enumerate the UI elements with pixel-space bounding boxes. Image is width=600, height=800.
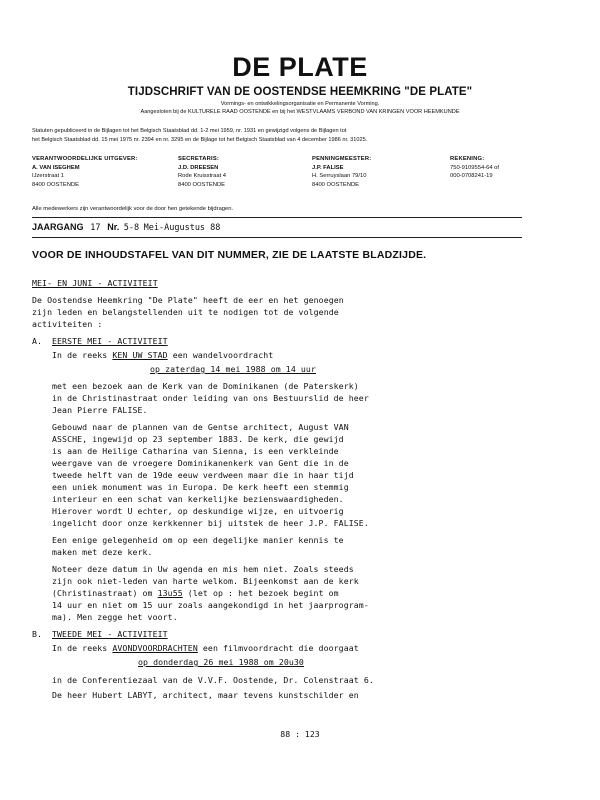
contact-heading: VERANTWOORDELIJKE UITGEVER: [32, 156, 138, 162]
contact-name: A. VAN ISEGHEM [32, 164, 80, 171]
activity-a-letter: A. [32, 336, 43, 346]
contact-penningmeester [312, 155, 371, 189]
activity-b-date: op donderdag 26 mei 1988 om 20u30 [138, 657, 304, 667]
tagline-affiliation: Aangesloten bij de KULTURELE RAAD OOSTENDE en bij het WESTVLAAMS VERBOND VAN KRINGEN VOOR HEEMKUNDE [140, 109, 460, 115]
nr-value: 5-8 [123, 223, 140, 233]
activity-a-series: In de reeks KEN UW STAD een wandelvoordracht [52, 350, 274, 360]
contact-city: 8400 OOSTENDE [178, 181, 226, 188]
statute-line-1: Statuten gepubliceerd in de Bijlagen tot het Belgisch Staatsblad dd. 1-2 mei 1959, nr. 1931 en gewijzigd volgens de Bijlagen tot [32, 128, 347, 134]
account-number-2: 000-0708241-19 [450, 173, 493, 179]
contact-heading: REKENING: [450, 156, 485, 162]
body-line: tweede helft van de 19de eeuw verdween maar die in haar tijd [52, 470, 354, 480]
table-of-contents-notice: VOOR DE INHOUDSTAFEL VAN DIT NUMMER, ZIE DE LAATSTE BLADZIJDE. [32, 249, 427, 261]
body-line: in de Conferentiezaal van de V.V.F. Oostende, Dr. Colenstraat 6. [52, 675, 374, 685]
page-number: 88 : 123 [280, 729, 320, 739]
body-line: met een bezoek aan de Kerk van de Dominikanen (de Paterskerk) [52, 381, 359, 391]
contact-rekening [450, 155, 499, 181]
contact-heading: PENNINGMEESTER: [312, 156, 372, 162]
body-line: weergave van de vroegere Dominikanenkerk van Gent die in de [52, 458, 349, 468]
body-line: maken met deze kerk. [52, 547, 153, 557]
body-line: ma). Men zegge het voort. [52, 612, 178, 622]
activity-b-letter: B. [32, 629, 43, 639]
body-line: Jean Pierre FALISE. [52, 405, 148, 415]
body-line: Gebouwd naar de plannen van de Gentse architect, August VAN [52, 422, 349, 432]
body-line: De heer Hubert LABYT, architect, maar tevens kunstschilder en [52, 690, 359, 700]
contact-street: Rode Kruisstraat 4 [178, 173, 227, 179]
contact-uitgever [32, 155, 138, 189]
intro-line: zijn leden en belangstellenden uit te nodigen tot de volgende [32, 307, 339, 317]
statute-line-2: het Belgisch Staatsblad dd. 15 mei 1975 nr. 2394 en nr. 3295 en de Bijlage tot het Belgisch Staatsblad van 4 december 1986 nr. 31025. [32, 137, 368, 143]
activity-b-series: In de reeks AVONDVOORDRACHTEN een filmvoordracht die doorgaat [52, 643, 359, 653]
body-line: Hierover wordt U echter, op deskundige wijze, en uitvoerig [52, 506, 344, 516]
activity-a-date: op zaterdag 14 mei 1988 om 14 uur [150, 364, 316, 374]
divider-bottom [32, 237, 522, 238]
jaargang-value: 17 [90, 223, 101, 233]
contact-secretaris [178, 155, 226, 189]
body-line: Noteer deze datum in Uw agenda en mis hem niet. Zoals steeds [52, 564, 354, 574]
body-line: ingelicht door onze kerkkenner bij uitstek de heer J.P. FALISE. [52, 518, 369, 528]
tagline-organisation: Vormings- en ontwikkelingsorganisatie en Permanente Vorming. [220, 101, 380, 107]
body-line: (Christinastraat) om 13u55 (let op : het bezoek begint om [52, 588, 339, 598]
body-line: interieur en een schat van kerkelijke bezienswaardigheden. [52, 494, 344, 504]
jaargang-label: JAARGANG [32, 222, 84, 232]
intro-line: activiteiten : [32, 319, 103, 329]
activity-a-title: EERSTE MEI - ACTIVITEIT [52, 336, 168, 346]
body-line: ASSCHE, ingewijd op 23 september 1883. De kerk, die gewijd [52, 434, 344, 444]
body-line: Een enige gelegenheid om op een degelijke manier kennis te [52, 535, 344, 545]
contact-city: 8400 OOSTENDE [32, 181, 80, 188]
section-heading: MEI- EN JUNI - ACTIVITEIT [32, 278, 158, 288]
intro-line: De Oostendse Heemkring "De Plate" heeft de eer en het genoegen [32, 295, 344, 305]
body-line: een uniek monument was in Europa. De kerk heeft een stemmig [52, 482, 349, 492]
activity-b-title: TWEEDE MEI - ACTIVITEIT [52, 629, 168, 639]
disclaimer: Alle medewerkers zijn verantwoordelijk voor de door hen getekende bijdragen. [32, 206, 234, 212]
contact-street: IJzerstraat 1 [32, 173, 64, 179]
contact-heading: SECRETARIS: [178, 156, 220, 162]
account-number-1: 750-9109554-64 of [450, 164, 499, 171]
journal-title: DE PLATE [232, 52, 368, 82]
body-line: 14 uur en niet om 15 uur zoals aangekondigd in het jaarprogram- [52, 600, 369, 610]
contact-street: H. Serruyslaan 79/10 [312, 173, 367, 179]
divider-top [32, 217, 522, 218]
body-line: zijn ook niet-leden van harte welkom. Bijeenkomst aan de kerk [52, 576, 359, 586]
journal-subtitle: TIJDSCHRIFT VAN DE OOSTENDSE HEEMKRING "DE PLATE" [127, 86, 473, 98]
contact-name: J.P. FALISE [312, 164, 344, 171]
issue-period: Mei-Augustus 88 [143, 223, 221, 233]
issue-line [32, 222, 220, 233]
body-line: in de Christinastraat onder leiding van ons Bestuurslid de heer [52, 393, 369, 403]
contact-name: J.D. DREESEN [178, 164, 219, 171]
body-line: is aan de Heilige Catharina van Sienna, is een verkleinde [52, 446, 339, 456]
contact-city: 8400 OOSTENDE [312, 181, 360, 188]
nr-label: Nr. [107, 222, 120, 232]
